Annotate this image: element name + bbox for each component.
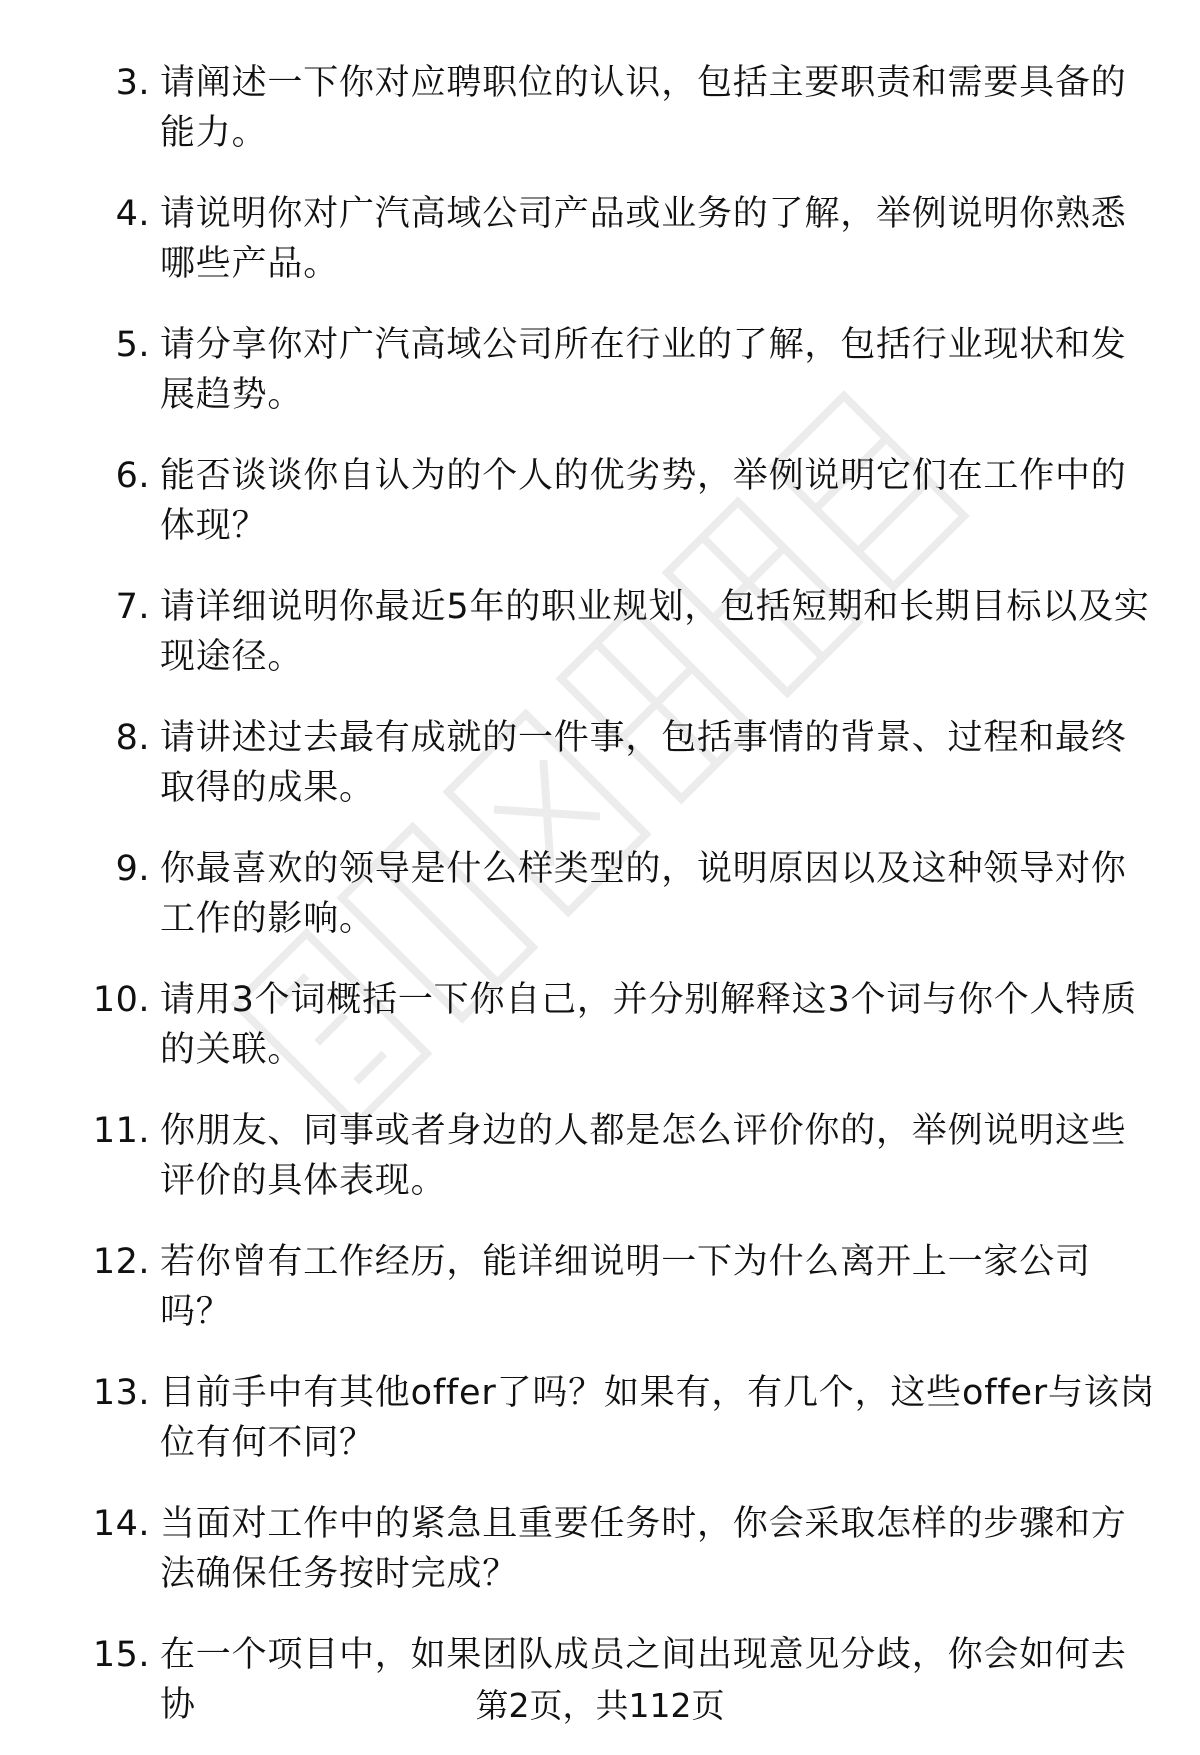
page-footer: 第2页，共112页 <box>475 1686 725 1725</box>
question-text: 请讲述过去最有成就的一件事，包括事情的背景、过程和最终取得的成果。 <box>160 718 1127 808</box>
question-list <box>40 58 1160 1730</box>
question-text: 能否谈谈你自认为的个人的优劣势，举例说明它们在工作中的体现？ <box>160 456 1127 546</box>
question-item <box>40 1237 1160 1337</box>
question-number: 14. <box>92 1504 150 1544</box>
question-number: 7. <box>115 587 150 627</box>
question-number: 11. <box>92 1111 150 1151</box>
question-text: 在一个项目中，如果团队成员之间出现意见分歧，你会如何去协 <box>160 1635 1127 1725</box>
question-number: 5. <box>115 325 150 365</box>
question-number: 15. <box>92 1635 150 1675</box>
question-text: 请阐述一下你对应聘职位的认识，包括主要职责和需要具备的能力。 <box>160 63 1127 153</box>
question-item <box>40 713 1160 813</box>
question-number: 6. <box>115 456 150 496</box>
question-number: 9. <box>115 849 150 889</box>
question-text: 若你曾有工作经历，能详细说明一下为什么离开上一家公司吗？ <box>160 1242 1091 1332</box>
question-number: 8. <box>115 718 150 758</box>
question-number: 4. <box>115 194 150 234</box>
question-text: 请说明你对广汽高域公司产品或业务的了解，举例说明你熟悉哪些产品。 <box>160 194 1127 284</box>
question-item <box>40 189 1160 289</box>
question-item <box>40 1368 1160 1468</box>
question-text: 请分享你对广汽高域公司所在行业的了解，包括行业现状和发展趋势。 <box>160 325 1127 415</box>
question-text: 请详细说明你最近5年的职业规划，包括短期和长期目标以及实现途径。 <box>160 587 1150 677</box>
question-number: 12. <box>92 1242 150 1282</box>
question-text: 目前手中有其他offer了吗？如果有，有几个，这些offer与该岗位有何不同？ <box>160 1373 1156 1463</box>
question-item <box>40 975 1160 1075</box>
question-text: 你最喜欢的领导是什么样类型的，说明原因以及这种领导对你工作的影响。 <box>160 849 1127 939</box>
question-text: 你朋友、同事或者身边的人都是怎么评价你的，举例说明这些评价的具体表现。 <box>160 1111 1127 1201</box>
question-number: 10. <box>92 980 150 1020</box>
question-item <box>40 320 1160 420</box>
question-text: 请用3个词概括一下你自己，并分别解释这3个词与你个人特质的关联。 <box>160 980 1137 1070</box>
question-number: 13. <box>92 1373 150 1413</box>
question-item <box>40 844 1160 944</box>
question-item <box>40 451 1160 551</box>
question-item <box>40 1106 1160 1206</box>
question-item <box>40 58 1160 158</box>
question-item <box>40 582 1160 682</box>
question-number: 3. <box>115 63 150 103</box>
question-text: 当面对工作中的紧急且重要任务时，你会采取怎样的步骤和方法确保任务按时完成？ <box>160 1504 1127 1594</box>
question-item <box>40 1499 1160 1599</box>
